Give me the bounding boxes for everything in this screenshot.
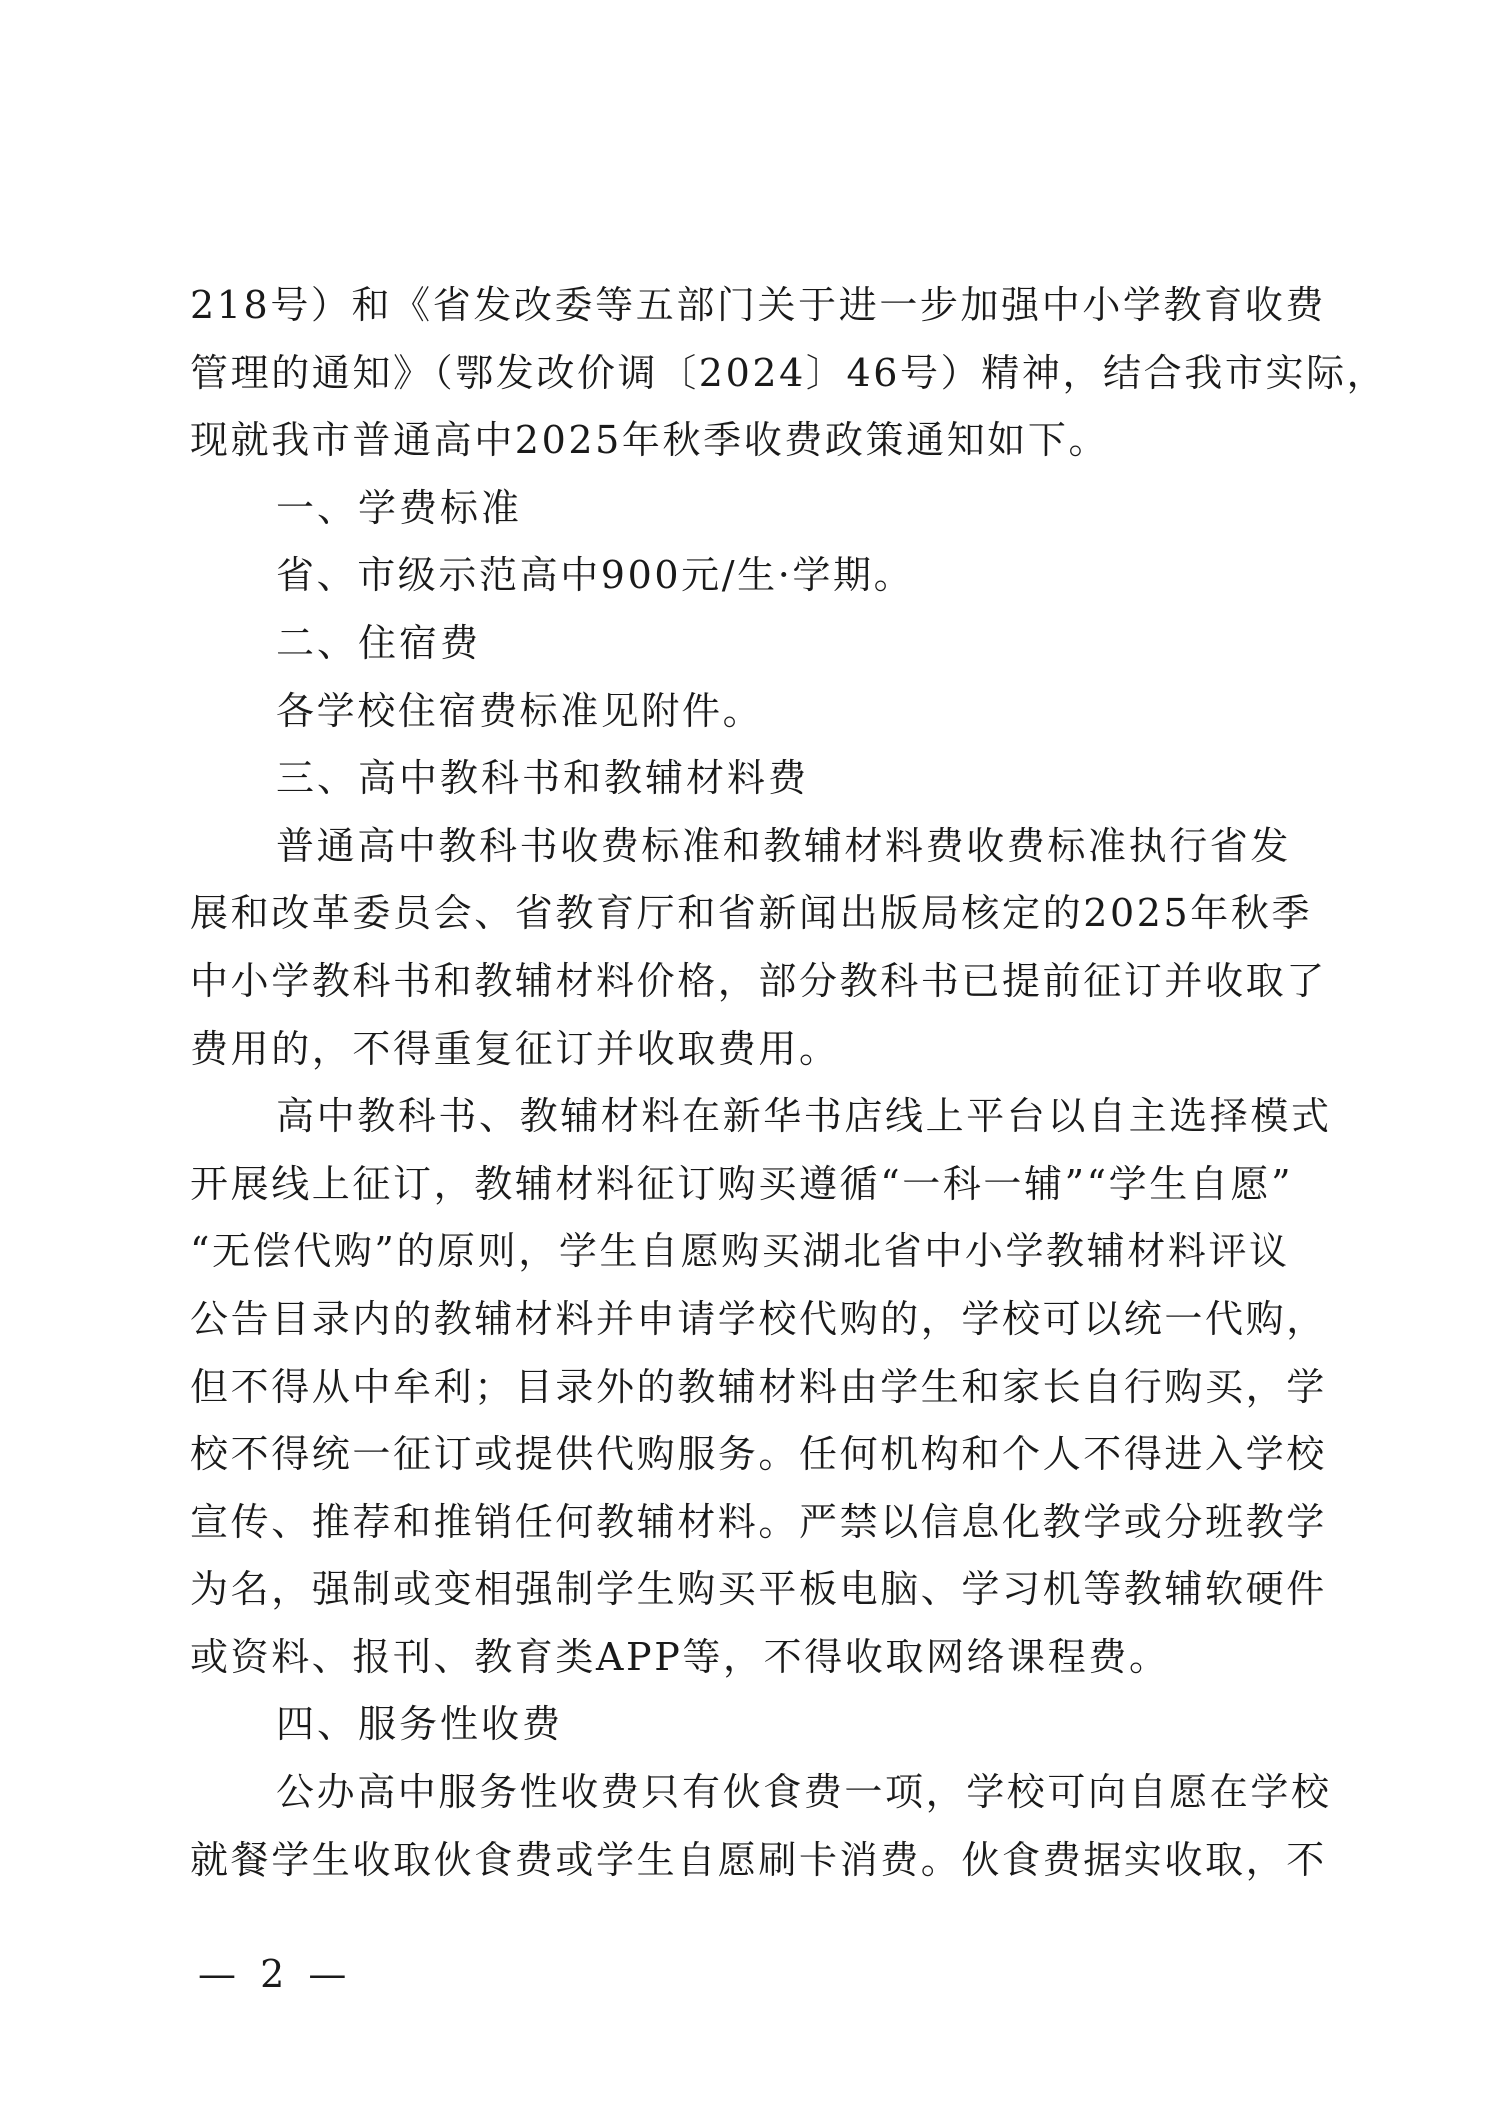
document-body xyxy=(190,272,1388,1894)
section-heading-service-fees: 四、服务性收费 xyxy=(276,1702,564,1747)
text-line: 现就我市普通高中2025年秋季收费政策通知如下。 xyxy=(190,418,1110,463)
text-line: 218号）和《省发改委等五部门关于进一步加强中小学教育收费 xyxy=(190,283,1326,327)
section-heading-accommodation: 二、住宿费 xyxy=(276,620,482,665)
text-line: 公办高中服务性收费只有伙食费一项，学校可向自愿在学校 xyxy=(276,1770,1332,1815)
text-line: 开展线上征订，教辅材料征订购买遵循“一科一辅”“学生自愿” xyxy=(190,1161,1294,1206)
text-line: 但不得从中牟利；目录外的教辅材料由学生和家长自行购买，学 xyxy=(190,1364,1327,1409)
section-heading-tuition: 一、学费标准 xyxy=(276,485,523,530)
text-line: 展和改革委员会、省教育厅和省新闻出版局核定的2025年秋季 xyxy=(190,891,1313,936)
text-line: 或资料、报刊、教育类APP等，不得收取网络课程费。 xyxy=(190,1634,1170,1679)
text-line: 各学校住宿费标准见附件。 xyxy=(276,688,764,733)
text-line: “无偿代购”的原则，学生自愿购买湖北省中小学教辅材料评议 xyxy=(190,1229,1290,1274)
text-line: 普通高中教科书收费标准和教辅材料费收费标准执行省发 xyxy=(276,823,1292,868)
text-line: 费用的，不得重复征订并收取费用。 xyxy=(190,1026,840,1071)
text-line: 就餐学生收取伙食费或学生自愿刷卡消费。伙食费据实收取，不 xyxy=(190,1837,1327,1882)
text-line: 管理的通知》（鄂发改价调〔2024〕46号）精神，结合我市实际， xyxy=(190,350,1388,395)
text-line: 宣传、推荐和推销任何教辅材料。严禁以信息化教学或分班教学 xyxy=(190,1499,1327,1544)
text-line: 省、市级示范高中900元/生·学期。 xyxy=(276,553,915,598)
text-line: 校不得统一征订或提供代购服务。任何机构和个人不得进入学校 xyxy=(190,1432,1327,1477)
text-line: 为名，强制或变相强制学生购买平板电脑、学习机等教辅软硬件 xyxy=(190,1567,1327,1612)
text-line: 公告目录内的教辅材料并申请学校代购的，学校可以统一代购， xyxy=(190,1296,1327,1341)
text-line: 高中教科书、教辅材料在新华书店线上平台以自主选择模式 xyxy=(276,1094,1332,1139)
section-heading-textbooks: 三、高中教科书和教辅材料费 xyxy=(276,756,810,801)
text-line: 中小学教科书和教辅材料价格，部分教科书已提前征订并收取了 xyxy=(190,958,1327,1003)
page-number: — 2 — xyxy=(198,1952,353,1996)
